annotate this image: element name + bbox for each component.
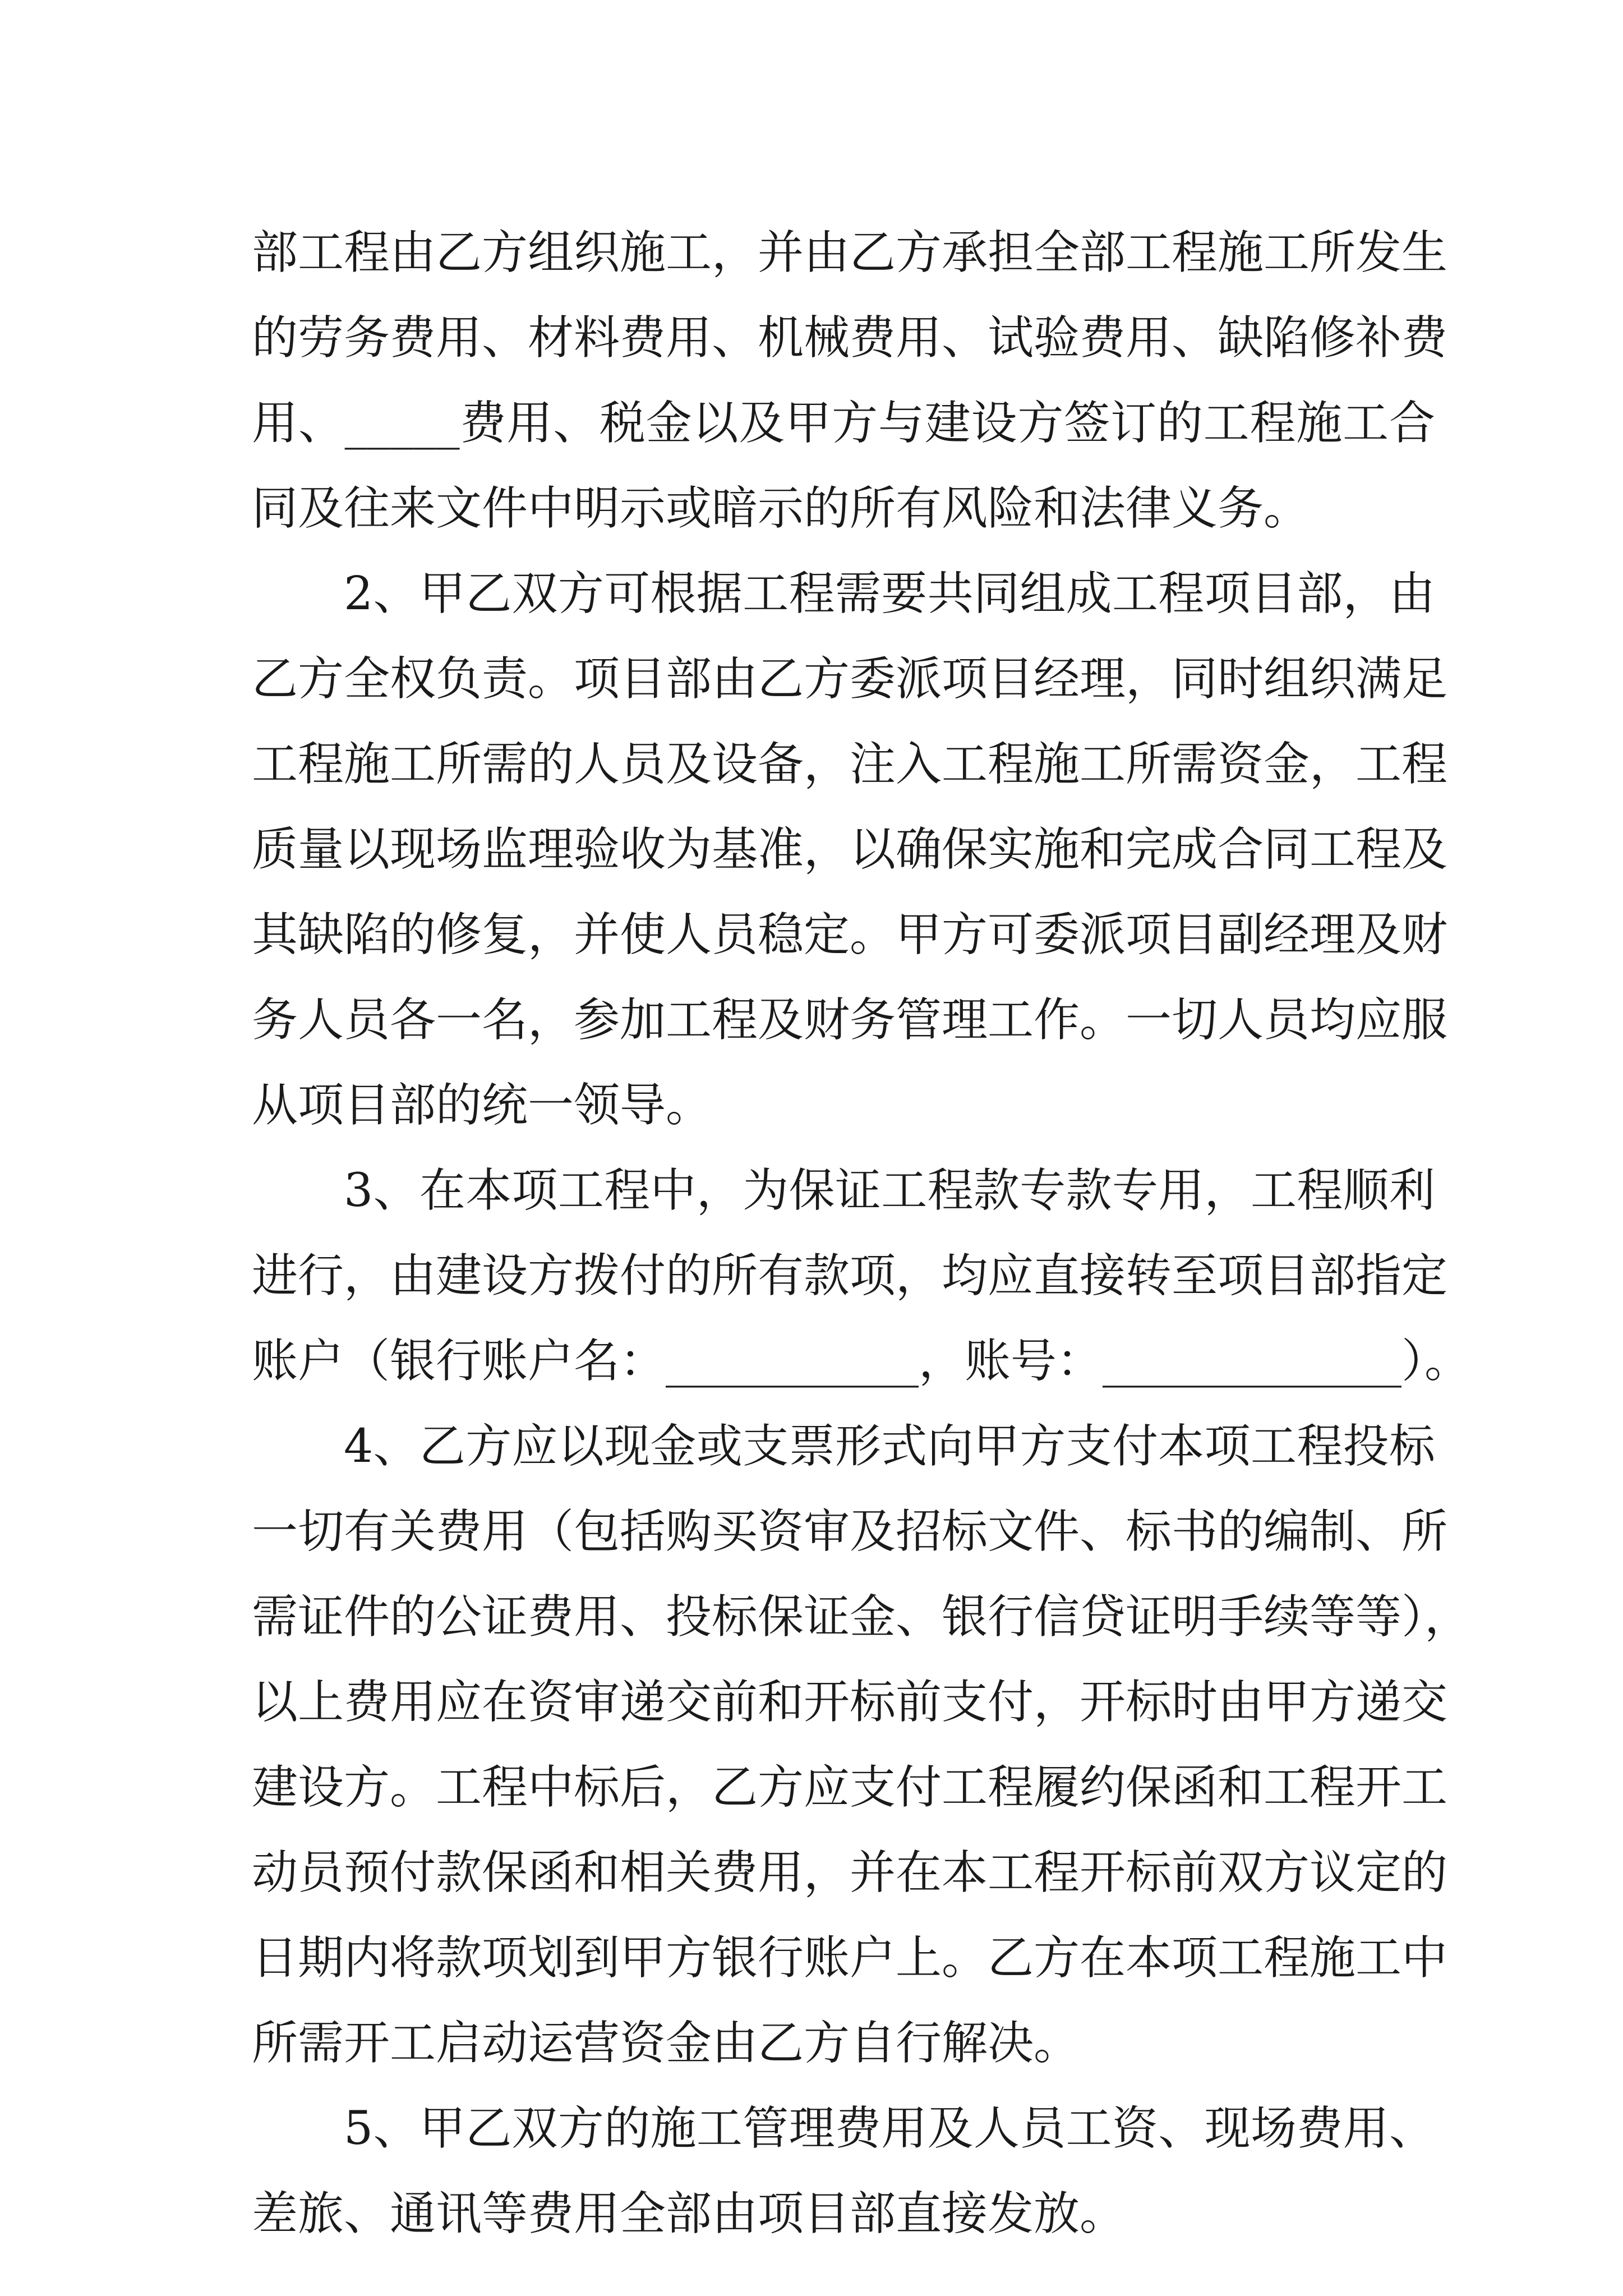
- paragraph-2: [252, 551, 1448, 1148]
- text-line: 动员预付款保函和相关费用，并在本工程开标前双方议定的: [252, 1846, 1448, 1899]
- text-line: 需证件的公证费用、投标保证金、银行信贷证明手续等等），: [252, 1590, 1471, 1644]
- text-line: 的劳务费用、材料费用、机械费用、试验费用、缺陷修补费: [252, 311, 1448, 365]
- text-line: 以上费用应在资审递交前和开标前支付，开标时由甲方递交: [252, 1676, 1448, 1729]
- text-line: 一切有关费用（包括购买资审及招标文件、标书的编制、所: [252, 1505, 1448, 1558]
- text-line: 质量以现场监理验收为基准，以确保实施和完成合同工程及: [252, 823, 1448, 876]
- text-line: 2、甲乙双方可根据工程需要共同组成工程项目部，由: [344, 567, 1435, 620]
- text-line: 部工程由乙方组织施工，并由乙方承担全部工程施工所发生: [252, 226, 1448, 279]
- text-line: 乙方全权负责。项目部由乙方委派项目经理，同时组织满足: [252, 652, 1448, 706]
- text-line: 5、甲乙双方的施工管理费用及人员工资、现场费用、: [344, 2102, 1435, 2155]
- text-line: 建设方。工程中标后，乙方应支付工程履约保函和工程开工: [252, 1761, 1448, 1814]
- paragraph-1: [252, 210, 1448, 551]
- text-line: 账户（银行账户名：___________，账号：_____________）。: [252, 1335, 1471, 1388]
- text-line: 用、_____费用、税金以及甲方与建设方签订的工程施工合: [252, 397, 1435, 450]
- text-line: 务人员各一名，参加工程及财务管理工作。一切人员均应服: [252, 993, 1448, 1047]
- document-body: [252, 210, 1471, 2257]
- text-line: 从项目部的统一领导。: [252, 1079, 712, 1132]
- paragraph-5: [252, 2086, 1435, 2257]
- text-line: 日期内将款项划到甲方银行账户上。乙方在本项工程施工中: [252, 1931, 1448, 1985]
- text-line: 4、乙方应以现金或支票形式向甲方支付本项工程投标: [344, 1420, 1435, 1473]
- text-line: 同及往来文件中明示或暗示的所有风险和法律义务。: [252, 482, 1310, 535]
- text-line: 工程施工所需的人员及设备，注入工程施工所需资金，工程: [252, 738, 1448, 791]
- paragraph-4: [252, 1404, 1471, 2086]
- text-line: 进行，由建设方拨付的所有款项，均应直接转至项目部指定: [252, 1249, 1448, 1303]
- text-line: 差旅、通讯等费用全部由项目部直接发放。: [252, 2187, 1126, 2240]
- paragraph-3: [252, 1148, 1471, 1404]
- text-line: 所需开工启动运营资金由乙方自行解决。: [252, 2017, 1080, 2070]
- text-line: 其缺陷的修复，并使人员稳定。甲方可委派项目副经理及财: [252, 908, 1448, 961]
- text-line: 3、在本项工程中，为保证工程款专款专用，工程顺利: [344, 1164, 1435, 1217]
